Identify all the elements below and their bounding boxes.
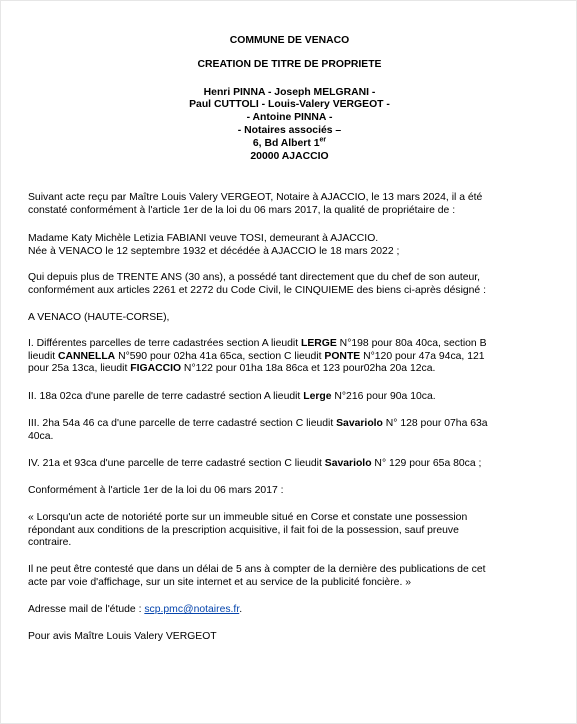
location-line: A VENACO (HAUTE-CORSE),	[28, 312, 170, 323]
text-line: III. 2ha 54a 46 ca d'une parcelle de terre cadastré section C lieudit Savariolo N° 128 pour 07ha 63a	[28, 418, 488, 429]
text-line: acte par voie d'affichage, sur un site internet et au service de la publicité foncière. »	[28, 576, 412, 588]
parcel-item-2	[28, 391, 553, 404]
lieudit-name: PONTE	[324, 350, 361, 362]
text-line: IV. 21a et 93ca d'une parcelle de terre cadastré section C lieudit Savariolo N° 129 pour 65a 80ca ;	[28, 458, 482, 469]
closing-line: Pour avis Maître Louis Valery VERGEOT	[28, 631, 217, 642]
address-text: 6, Bd Albert 1	[252, 138, 320, 149]
lieudit-name: Lerge	[303, 391, 332, 402]
quote-paragraph-1	[28, 512, 553, 550]
email-link[interactable]: scp.pmc@notaires.fr	[144, 604, 240, 615]
lieudit-name: FIGACCIO	[130, 363, 182, 374]
text-line: Madame Katy Michèle Letizia FABIANI veuve TOSI, demeurant à AJACCIO.	[28, 233, 379, 244]
text-line: contraire.	[28, 537, 72, 548]
text-line: I. Différentes parcelles de terre cadastrées section A lieudit LERGE N°198 pour 80a 40ca, section B	[28, 338, 487, 349]
text-line: « Lorsqu'un acte de notoriété porte sur un immeuble situé en Corse et constate une possession	[28, 512, 468, 523]
notice-subject: CREATION DE TITRE DE PROPRIETE	[197, 59, 382, 70]
notaries-line: - Antoine PINNA -	[246, 112, 333, 123]
possession-paragraph	[28, 272, 553, 297]
lieudit-name: Savariolo	[336, 418, 383, 429]
owner-paragraph	[28, 233, 553, 258]
notaries-line: Henri PINNA - Joseph MELGRANI -	[203, 87, 376, 98]
quote-paragraph-2	[28, 564, 553, 589]
office-city: 20000 AJACCIO	[250, 151, 329, 162]
text-line: répondant aux conditions de la prescription acquisitive, il fait foi de la possession, sauf preuve	[28, 524, 459, 536]
text-line: pour 25a 13ca, lieudit FIGACCIO N°122 pour 01ha 18a 86ca et 123 pour02ha 20a 12ca.	[28, 363, 436, 374]
commune-title: COMMUNE DE VENACO	[229, 35, 350, 46]
office-address	[1, 138, 577, 150]
text-line: constaté conformément à l'article 1er de la loi du 06 mars 2017, la qualité de propriétaire de :	[28, 204, 456, 216]
text-line: II. 18a 02ca d'une parelle de terre cadastré section A lieudit Lerge N°216 pour 90a 10ca.	[28, 391, 436, 402]
parcel-item-3	[28, 418, 553, 443]
text-line: Suivant acte reçu par Maître Louis Valery VERGEOT, Notaire à AJACCIO, le 13 mars 2024, il a été	[28, 192, 483, 203]
text-line: lieudit CANNELLA N°590 pour 02ha 41a 65ca, section C lieudit PONTE N°120 pour 47a 94ca, 121	[28, 350, 485, 362]
address-superscript: er	[319, 136, 327, 144]
parcel-item-1	[28, 338, 553, 376]
lieudit-name: LERGE	[301, 338, 337, 349]
lieudit-name: Savariolo	[324, 458, 372, 469]
notaries-associates: - Notaires associés –	[237, 125, 342, 136]
text-line: Il ne peut être contesté que dans un délai de 5 ans à compter de la dernière des publications de cet	[28, 564, 486, 575]
notaries-line: Paul CUTTOLI - Louis-Valery VERGEOT -	[189, 99, 390, 110]
text-line: 40ca.	[28, 430, 54, 442]
text-line: Qui depuis plus de TRENTE ANS (30 ans), a possédé tant directement que du chef de son auteur,	[28, 272, 481, 283]
email-label: Adresse mail de l'étude :	[28, 604, 145, 615]
email-line: Adresse mail de l'étude : scp.pmc@notaires.fr.	[28, 604, 243, 615]
parcel-item-4	[28, 458, 553, 471]
text-line: conformément aux articles 2261 et 2272 du Code Civil, le CINQUIEME des biens ci-après désigné :	[28, 284, 486, 296]
conformity-line: Conformément à l'article 1er de la loi du 06 mars 2017 :	[28, 485, 284, 496]
text-line: Née à VENACO le 12 septembre 1932 et décédée à AJACCIO le 18 mars 2022 ;	[28, 245, 400, 257]
intro-paragraph	[28, 192, 553, 217]
lieudit-name: CANNELLA	[58, 350, 116, 362]
